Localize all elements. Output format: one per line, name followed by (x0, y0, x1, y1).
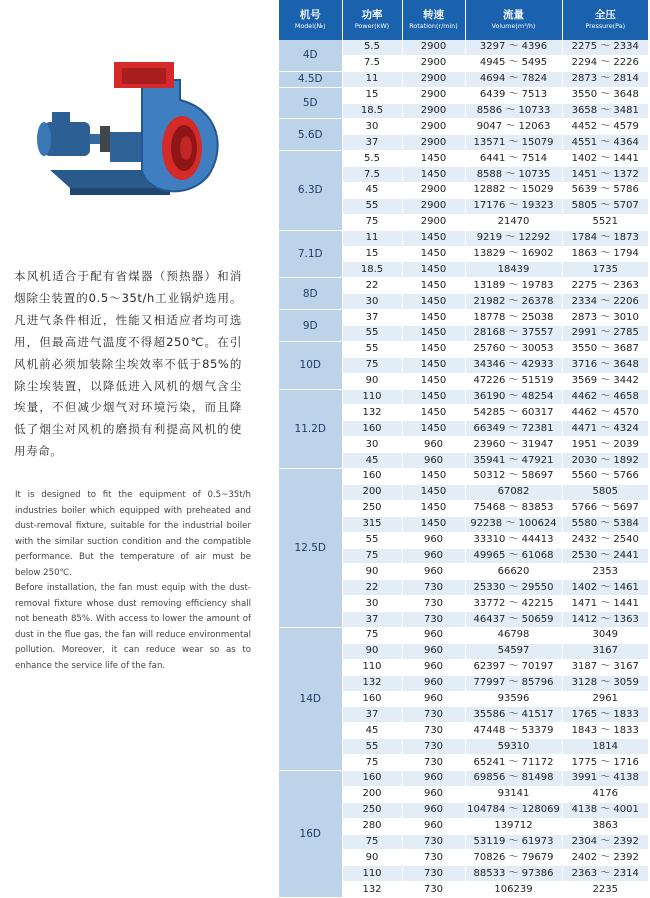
pressure-cell: 2873 ～ 3010 (562, 310, 648, 326)
pressure-cell: 3991 ～ 4138 (562, 770, 648, 786)
volume-cell: 18439 (465, 262, 562, 278)
pressure-cell: 2432 ～ 2540 (562, 532, 648, 548)
rotation-cell: 730 (402, 755, 465, 771)
power-cell: 315 (342, 516, 402, 532)
rotation-cell: 1450 (402, 167, 465, 183)
description-en (15, 488, 251, 674)
rotation-cell: 1450 (402, 389, 465, 405)
rotation-cell: 960 (402, 627, 465, 643)
power-cell: 37 (342, 612, 402, 628)
volume-cell: 67082 (465, 484, 562, 500)
power-cell: 160 (342, 421, 402, 437)
volume-cell: 50312 ～ 58697 (465, 469, 562, 485)
power-cell: 45 (342, 183, 402, 199)
rotation-cell: 960 (402, 786, 465, 802)
pressure-cell: 2275 ～ 2363 (562, 278, 648, 294)
rotation-cell: 1450 (402, 405, 465, 421)
volume-cell: 13189 ～ 19783 (465, 278, 562, 294)
power-cell: 75 (342, 214, 402, 230)
volume-cell: 54597 (465, 643, 562, 659)
model-cell: 8D (279, 278, 342, 310)
volume-cell: 4694 ～ 7824 (465, 71, 562, 87)
volume-cell: 47226 ～ 51519 (465, 373, 562, 389)
rotation-cell: 730 (402, 882, 465, 898)
pressure-cell: 2294 ～ 2226 (562, 55, 648, 71)
rotation-cell: 1450 (402, 357, 465, 373)
volume-cell: 13571 ～ 15079 (465, 135, 562, 151)
pressure-cell: 2030 ～ 1892 (562, 453, 648, 469)
rotation-cell: 2900 (402, 87, 465, 103)
pressure-cell: 3550 ～ 3687 (562, 341, 648, 357)
volume-cell: 104784 ～ 128069 (465, 802, 562, 818)
rotation-cell: 960 (402, 659, 465, 675)
model-cell: 16D (279, 770, 342, 897)
volume-cell: 46437 ～ 50659 (465, 612, 562, 628)
table-row (279, 87, 648, 103)
rotation-cell: 730 (402, 866, 465, 882)
rotation-cell: 2900 (402, 71, 465, 87)
rotation-cell: 2900 (402, 103, 465, 119)
power-cell: 90 (342, 564, 402, 580)
pressure-cell: 4176 (562, 786, 648, 802)
pressure-cell: 4471 ～ 4324 (562, 421, 648, 437)
volume-cell: 6441 ～ 7514 (465, 151, 562, 167)
fan-illustration (30, 50, 230, 210)
pressure-cell: 2991 ～ 2785 (562, 326, 648, 342)
power-cell: 75 (342, 627, 402, 643)
volume-cell: 6439 ～ 7513 (465, 87, 562, 103)
table-row (279, 770, 648, 786)
table-row (279, 278, 648, 294)
pressure-cell: 2304 ～ 2392 (562, 834, 648, 850)
model-cell: 4.5D (279, 71, 342, 87)
volume-cell: 13829 ～ 16902 (465, 246, 562, 262)
rotation-cell: 960 (402, 691, 465, 707)
power-cell: 110 (342, 659, 402, 675)
rotation-cell: 730 (402, 596, 465, 612)
model-cell: 12.5D (279, 469, 342, 628)
table-body (279, 40, 648, 898)
pressure-cell: 1765 ～ 1833 (562, 707, 648, 723)
rotation-cell: 1450 (402, 421, 465, 437)
volume-cell: 62397 ～ 70197 (465, 659, 562, 675)
rotation-cell: 1450 (402, 516, 465, 532)
pressure-cell: 2275 ～ 2334 (562, 40, 648, 55)
power-cell: 30 (342, 294, 402, 310)
volume-cell: 21982 ～ 26378 (465, 294, 562, 310)
power-cell: 15 (342, 246, 402, 262)
volume-cell: 33772 ～ 42215 (465, 596, 562, 612)
model-cell: 10D (279, 341, 342, 389)
power-cell: 250 (342, 500, 402, 516)
rotation-cell: 2900 (402, 55, 465, 71)
power-cell: 30 (342, 437, 402, 453)
spec-table (279, 0, 648, 898)
pressure-cell: 2873 ～ 2814 (562, 71, 648, 87)
rotation-cell: 1450 (402, 230, 465, 246)
volume-cell: 9047 ～ 12063 (465, 119, 562, 135)
power-cell: 5.5 (342, 40, 402, 55)
volume-cell: 21470 (465, 214, 562, 230)
pressure-cell: 2334 ～ 2206 (562, 294, 648, 310)
rotation-cell: 1450 (402, 341, 465, 357)
volume-cell: 53119 ～ 61973 (465, 834, 562, 850)
rotation-cell: 1450 (402, 310, 465, 326)
power-cell: 45 (342, 453, 402, 469)
power-cell: 55 (342, 739, 402, 755)
pressure-cell: 5560 ～ 5766 (562, 469, 648, 485)
volume-cell: 25760 ～ 30053 (465, 341, 562, 357)
model-cell: 9D (279, 310, 342, 342)
power-cell: 37 (342, 135, 402, 151)
rotation-cell: 1450 (402, 294, 465, 310)
pressure-cell: 3128 ～ 3059 (562, 675, 648, 691)
model-cell: 5D (279, 87, 342, 119)
pressure-cell: 3658 ～ 3481 (562, 103, 648, 119)
power-cell: 75 (342, 357, 402, 373)
power-cell: 55 (342, 198, 402, 214)
rotation-cell: 2900 (402, 183, 465, 199)
volume-cell: 65241 ～ 71172 (465, 755, 562, 771)
pressure-cell: 3716 ～ 3648 (562, 357, 648, 373)
spec-table-container (279, 0, 648, 898)
rotation-cell: 960 (402, 532, 465, 548)
power-cell: 11 (342, 71, 402, 87)
power-cell: 250 (342, 802, 402, 818)
table-row (279, 40, 648, 55)
pressure-cell: 3863 (562, 818, 648, 834)
power-cell: 30 (342, 119, 402, 135)
pressure-cell: 4551 ～ 4364 (562, 135, 648, 151)
pressure-cell: 3167 (562, 643, 648, 659)
rotation-cell: 1450 (402, 484, 465, 500)
table-row (279, 71, 648, 87)
description-en-paragraph-1: It is designed to fit the equipment of 0.5~35t/h industries boiler which equipped with preheated and dust-removal fixture, suitable for the industrial boiler with the similar suction condition and the compatible performance. But the temperature of air must be below 250℃. (15, 490, 251, 578)
rotation-cell: 730 (402, 707, 465, 723)
pressure-cell: 4462 ～ 4570 (562, 405, 648, 421)
model-cell: 5.6D (279, 119, 342, 151)
pressure-cell: 1863 ～ 1794 (562, 246, 648, 262)
table-row (279, 341, 648, 357)
volume-cell: 8588 ～ 10735 (465, 167, 562, 183)
power-cell: 15 (342, 87, 402, 103)
power-cell: 90 (342, 373, 402, 389)
rotation-cell: 730 (402, 739, 465, 755)
pressure-cell: 5639 ～ 5786 (562, 183, 648, 199)
table-header-row (279, 0, 648, 40)
table-row (279, 119, 648, 135)
volume-cell: 9219 ～ 12292 (465, 230, 562, 246)
description-zh: 本风机适合于配有省煤器（预热器）和消烟除尘装置的0.5～35t/h工业锅炉选用。凡进气条件相近，性能又相适应者均可选用，但最高进气温度不得超250℃。在引风机前必须加装除尘埃效率不低于85%的除尘埃装置，以降低进入风机的烟气含尘埃量，不但减少烟气对环境污染，而且降低了烟尘对风机的磨损有利提高风机的使用寿命。 (14, 269, 242, 459)
volume-cell: 28168 ～ 37557 (465, 326, 562, 342)
power-cell: 55 (342, 326, 402, 342)
table-row (279, 389, 648, 405)
volume-cell: 59310 (465, 739, 562, 755)
pressure-cell: 4452 ～ 4579 (562, 119, 648, 135)
volume-cell: 23960 ～ 31947 (465, 437, 562, 453)
rotation-cell: 2900 (402, 214, 465, 230)
power-cell: 90 (342, 643, 402, 659)
rotation-cell: 730 (402, 834, 465, 850)
volume-cell: 25330 ～ 29550 (465, 580, 562, 596)
volume-cell: 77997 ～ 85796 (465, 675, 562, 691)
power-cell: 200 (342, 484, 402, 500)
model-cell: 6.3D (279, 151, 342, 230)
volume-cell: 36190 ～ 48254 (465, 389, 562, 405)
rotation-cell: 960 (402, 818, 465, 834)
pressure-cell: 4462 ～ 4658 (562, 389, 648, 405)
header-rotation: 转速 Rotation(r/min) (402, 0, 465, 40)
pressure-cell: 2235 (562, 882, 648, 898)
volume-cell: 35586 ～ 41517 (465, 707, 562, 723)
rotation-cell: 730 (402, 850, 465, 866)
volume-cell: 139712 (465, 818, 562, 834)
power-cell: 37 (342, 707, 402, 723)
volume-cell: 69856 ～ 81498 (465, 770, 562, 786)
pressure-cell: 2530 ～ 2441 (562, 548, 648, 564)
volume-cell: 3297 ～ 4396 (465, 40, 562, 55)
rotation-cell: 960 (402, 437, 465, 453)
power-cell: 18.5 (342, 262, 402, 278)
rotation-cell: 1450 (402, 469, 465, 485)
rotation-cell: 960 (402, 548, 465, 564)
rotation-cell: 1450 (402, 278, 465, 294)
volume-cell: 54285 ～ 60317 (465, 405, 562, 421)
model-cell: 11.2D (279, 389, 342, 468)
pressure-cell: 1402 ～ 1441 (562, 151, 648, 167)
pressure-cell: 3569 ～ 3442 (562, 373, 648, 389)
power-cell: 75 (342, 755, 402, 771)
volume-cell: 18778 ～ 25038 (465, 310, 562, 326)
rotation-cell: 1450 (402, 326, 465, 342)
volume-cell: 75468 ～ 83853 (465, 500, 562, 516)
pressure-cell: 2363 ～ 2314 (562, 866, 648, 882)
pressure-cell: 2402 ～ 2392 (562, 850, 648, 866)
model-cell: 7.1D (279, 230, 342, 278)
pressure-cell: 5805 (562, 484, 648, 500)
volume-cell: 12882 ～ 15029 (465, 183, 562, 199)
pressure-cell: 5766 ～ 5697 (562, 500, 648, 516)
power-cell: 55 (342, 341, 402, 357)
table-row (279, 469, 648, 485)
description-en-paragraph-2: Before installation, the fan must equip with the dust-removal fixture whose dust removing efficiency shall not beneath 85%. With access to lower the amount of dust in the flue gas, the fan will reduce environmental pollution. Moreover, it can reduce wear so as to enhance the service life of the fan. (15, 583, 251, 671)
power-cell: 30 (342, 596, 402, 612)
volume-cell: 35941 ～ 47921 (465, 453, 562, 469)
volume-cell: 66349 ～ 72381 (465, 421, 562, 437)
rotation-cell: 2900 (402, 198, 465, 214)
pressure-cell: 1951 ～ 2039 (562, 437, 648, 453)
pressure-cell: 1814 (562, 739, 648, 755)
volume-cell: 33310 ～ 44413 (465, 532, 562, 548)
volume-cell: 46798 (465, 627, 562, 643)
header-pressure: 全压 Pressure(Pa) (562, 0, 648, 40)
power-cell: 7.5 (342, 55, 402, 71)
power-cell: 11 (342, 230, 402, 246)
pressure-cell: 4138 ～ 4001 (562, 802, 648, 818)
pressure-cell: 3550 ～ 3648 (562, 87, 648, 103)
power-cell: 132 (342, 675, 402, 691)
power-cell: 7.5 (342, 167, 402, 183)
pressure-cell: 5521 (562, 214, 648, 230)
rotation-cell: 1450 (402, 151, 465, 167)
power-cell: 160 (342, 770, 402, 786)
power-cell: 18.5 (342, 103, 402, 119)
pressure-cell: 2961 (562, 691, 648, 707)
volume-cell: 49965 ～ 61068 (465, 548, 562, 564)
power-cell: 22 (342, 580, 402, 596)
volume-cell: 70826 ～ 79679 (465, 850, 562, 866)
table-row (279, 627, 648, 643)
volume-cell: 88533 ～ 97386 (465, 866, 562, 882)
volume-cell: 93141 (465, 786, 562, 802)
pressure-cell: 1412 ～ 1363 (562, 612, 648, 628)
model-cell: 4D (279, 40, 342, 71)
volume-cell: 34346 ～ 42933 (465, 357, 562, 373)
rotation-cell: 1450 (402, 246, 465, 262)
rotation-cell: 960 (402, 770, 465, 786)
power-cell: 110 (342, 866, 402, 882)
volume-cell: 8586 ～ 10733 (465, 103, 562, 119)
pressure-cell: 5580 ～ 5384 (562, 516, 648, 532)
rotation-cell: 730 (402, 580, 465, 596)
table-row (279, 230, 648, 246)
volume-cell: 92238 ～ 100624 (465, 516, 562, 532)
power-cell: 75 (342, 548, 402, 564)
header-power: 功率 Power(kW) (342, 0, 402, 40)
rotation-cell: 730 (402, 723, 465, 739)
pressure-cell: 1775 ～ 1716 (562, 755, 648, 771)
rotation-cell: 2900 (402, 119, 465, 135)
power-cell: 37 (342, 310, 402, 326)
power-cell: 22 (342, 278, 402, 294)
header-volume: 流量 Volume(m³/h) (465, 0, 562, 40)
volume-cell: 47448 ～ 53379 (465, 723, 562, 739)
rotation-cell: 2900 (402, 135, 465, 151)
pressure-cell: 1735 (562, 262, 648, 278)
power-cell: 5.5 (342, 151, 402, 167)
rotation-cell: 960 (402, 643, 465, 659)
pressure-cell: 1843 ～ 1833 (562, 723, 648, 739)
table-row (279, 151, 648, 167)
power-cell: 160 (342, 469, 402, 485)
rotation-cell: 960 (402, 564, 465, 580)
pressure-cell: 1784 ～ 1873 (562, 230, 648, 246)
power-cell: 160 (342, 691, 402, 707)
pressure-cell: 1471 ～ 1441 (562, 596, 648, 612)
volume-cell: 17176 ～ 19323 (465, 198, 562, 214)
rotation-cell: 2900 (402, 40, 465, 55)
pressure-cell: 5805 ～ 5707 (562, 198, 648, 214)
header-model: 机号 Model(№) (279, 0, 342, 40)
pressure-cell: 2353 (562, 564, 648, 580)
volume-cell: 4945 ～ 5495 (465, 55, 562, 71)
model-cell: 14D (279, 627, 342, 770)
power-cell: 45 (342, 723, 402, 739)
rotation-cell: 730 (402, 612, 465, 628)
power-cell: 90 (342, 850, 402, 866)
volume-cell: 106239 (465, 882, 562, 898)
power-cell: 110 (342, 389, 402, 405)
rotation-cell: 1450 (402, 373, 465, 389)
power-cell: 132 (342, 882, 402, 898)
left-panel (0, 0, 275, 878)
volume-cell: 93596 (465, 691, 562, 707)
pressure-cell: 1451 ～ 1372 (562, 167, 648, 183)
rotation-cell: 960 (402, 675, 465, 691)
rotation-cell: 960 (402, 802, 465, 818)
power-cell: 280 (342, 818, 402, 834)
rotation-cell: 1450 (402, 500, 465, 516)
volume-cell: 66620 (465, 564, 562, 580)
rotation-cell: 1450 (402, 262, 465, 278)
table-row (279, 310, 648, 326)
pressure-cell: 3049 (562, 627, 648, 643)
power-cell: 132 (342, 405, 402, 421)
rotation-cell: 960 (402, 453, 465, 469)
power-cell: 200 (342, 786, 402, 802)
power-cell: 55 (342, 532, 402, 548)
power-cell: 75 (342, 834, 402, 850)
pressure-cell: 1402 ～ 1461 (562, 580, 648, 596)
pressure-cell: 3187 ～ 3167 (562, 659, 648, 675)
